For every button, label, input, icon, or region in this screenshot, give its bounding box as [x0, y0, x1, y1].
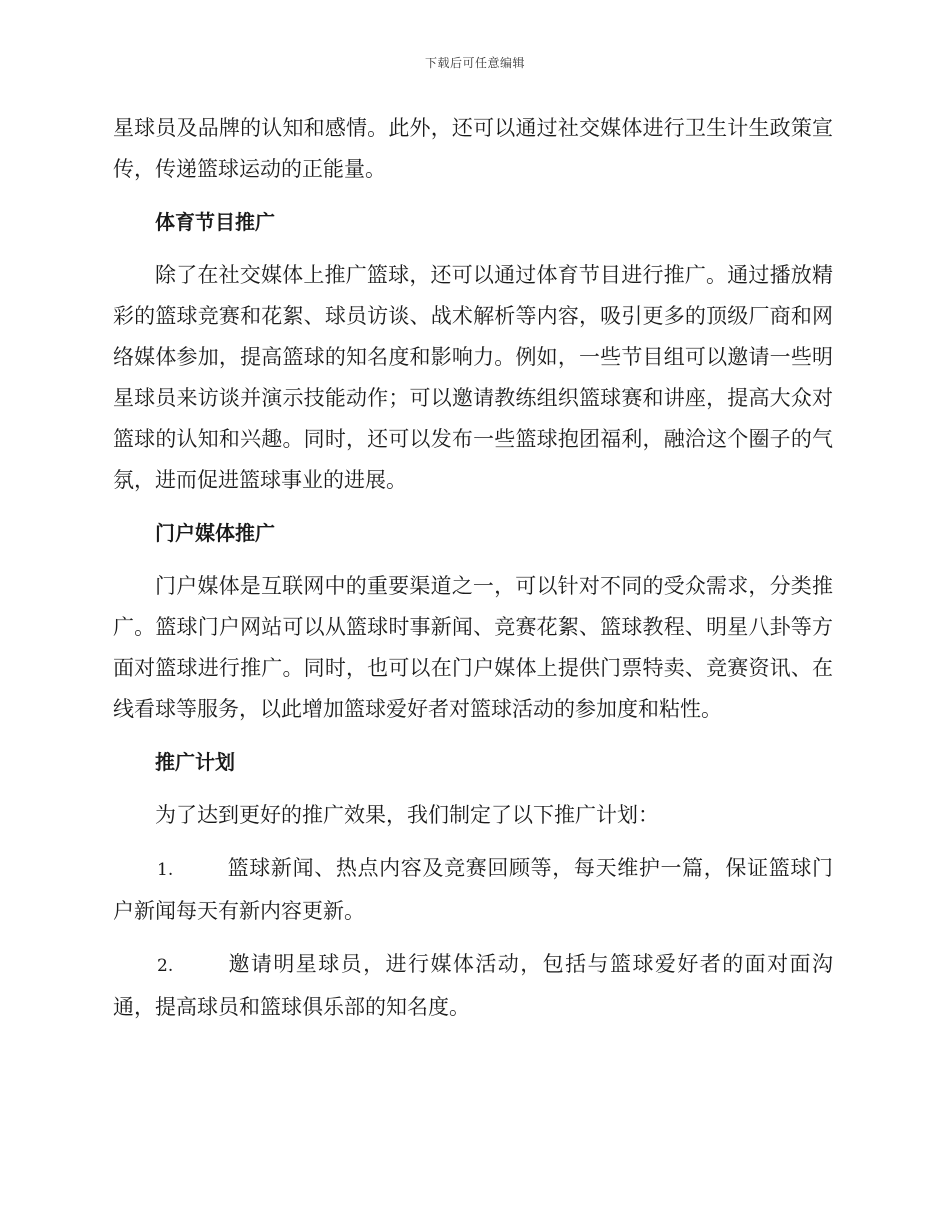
- list-item-text: 邀请明星球员，进行媒体活动，包括与篮球爱好者的面对面沟通，提高球员和篮球俱乐部的知名度。: [113, 952, 833, 1019]
- page-header: 下载后可任意编辑: [424, 56, 525, 70]
- heading-sports-programs: 体育节目推广: [155, 210, 275, 234]
- paragraph-plan-intro: 为了达到更好的推广效果，我们制定了以下推广计划：: [155, 803, 659, 827]
- paragraph-sports-programs: 除了在社交媒体上推广篮球，还可以通过体育节目进行推广。通过播放精彩的篮球竞赛和花絮、球员访谈、战术解析等内容，吸引更多的顶级厂商和网络媒体参加，提高篮球的知名度和影响力。例如，一些节目组可以邀请一些明星球员来访谈并演示技能动作；可以邀请教练组织篮球赛和讲座，提高大众对篮球的认知和兴趣。同时，还可以发布一些篮球抱团福利，融洽这个圈子的气氛，进而促进篮球事业的进展。: [113, 263, 833, 492]
- list-item: [113, 848, 833, 932]
- document-body: [113, 108, 833, 1028]
- paragraph-portal-media: 门户媒体是互联网中的重要渠道之一，可以针对不同的受众需求，分类推广。篮球门户网站可以从篮球时事新闻、竞赛花絮、篮球教程、明星八卦等方面对篮球进行推广。同时，也可以在门户媒体上提供门票特卖、竞赛资讯、在线看球等服务，以此增加篮球爱好者对篮球活动的参加度和粘性。: [113, 574, 833, 721]
- list-item-number: 1.: [157, 860, 174, 880]
- heading-portal-media: 门户媒体推广: [155, 521, 275, 545]
- list-item-number: 2.: [157, 956, 174, 976]
- heading-promotion-plan: 推广计划: [155, 750, 235, 774]
- paragraph-social-media-end: 星球员及品牌的认知和感情。此外，还可以通过社交媒体进行卫生计生政策宣传，传递篮球运动的正能量。: [113, 116, 833, 181]
- list-item-text: 篮球新闻、热点内容及竞赛回顾等，每天维护一篇，保证篮球门户新闻每天有新内容更新。: [113, 856, 833, 923]
- list-item: [113, 944, 833, 1028]
